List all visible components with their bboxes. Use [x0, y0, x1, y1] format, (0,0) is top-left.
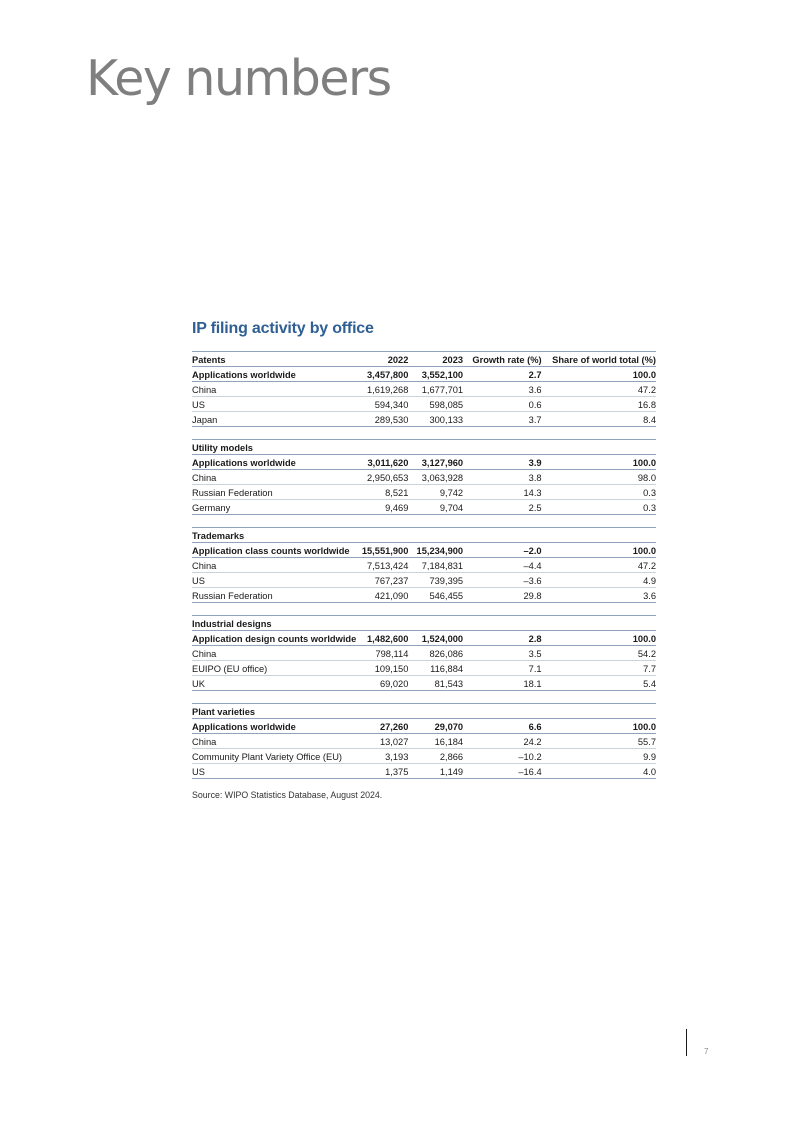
section-spacer	[192, 691, 656, 704]
cell-share: 4.9	[542, 573, 656, 588]
cell-2023: 3,552,100	[408, 367, 463, 382]
row-label: China	[192, 646, 356, 661]
cell-2022: 13,027	[356, 734, 408, 749]
cell-2022: 1,482,600	[356, 631, 408, 646]
cell-2023: 2,866	[408, 749, 463, 764]
table-row	[192, 382, 656, 397]
section-heading: Trademarks	[192, 528, 656, 543]
cell-share: 8.4	[542, 412, 656, 427]
cell-share: 100.0	[542, 543, 656, 558]
cell-2022: 2,950,653	[356, 470, 408, 485]
section-heading: Plant varieties	[192, 704, 656, 719]
cell-2022: 9,469	[356, 500, 408, 515]
row-label: Japan	[192, 412, 356, 427]
row-label: Germany	[192, 500, 356, 515]
cell-2022: 3,011,620	[356, 455, 408, 470]
cell-growth: 3.6	[463, 382, 542, 397]
table-row	[192, 588, 656, 603]
row-label: US	[192, 397, 356, 412]
table-row	[192, 661, 656, 676]
table-row-total	[192, 455, 656, 470]
cell-2022: 421,090	[356, 588, 408, 603]
cell-share: 0.3	[542, 485, 656, 500]
section-header-trademarks	[192, 528, 656, 543]
table-row	[192, 470, 656, 485]
cell-2023: 300,133	[408, 412, 463, 427]
cell-2022: 27,260	[356, 719, 408, 734]
section-heading: Utility models	[192, 440, 656, 455]
cell-share: 9.9	[542, 749, 656, 764]
table-row	[192, 676, 656, 691]
cell-2022: 594,340	[356, 397, 408, 412]
row-label: Applications worldwide	[192, 367, 356, 382]
section-heading: Patents	[192, 352, 356, 367]
cell-2023: 7,184,831	[408, 558, 463, 573]
page-number-rule	[686, 1029, 687, 1056]
cell-growth: 7.1	[463, 661, 542, 676]
cell-share: 55.7	[542, 734, 656, 749]
cell-growth: 0.6	[463, 397, 542, 412]
cell-growth: 2.8	[463, 631, 542, 646]
cell-2023: 826,086	[408, 646, 463, 661]
table-row	[192, 749, 656, 764]
row-label: Russian Federation	[192, 485, 356, 500]
section-header-plant-varieties	[192, 704, 656, 719]
row-label: China	[192, 382, 356, 397]
source-note: Source: WIPO Statistics Database, August 2024.	[192, 790, 383, 800]
table-row	[192, 734, 656, 749]
cell-growth: 3.5	[463, 646, 542, 661]
cell-2023: 1,677,701	[408, 382, 463, 397]
cell-growth: 14.3	[463, 485, 542, 500]
cell-share: 47.2	[542, 382, 656, 397]
row-label: China	[192, 734, 356, 749]
section-header-industrial-designs	[192, 616, 656, 631]
cell-2022: 3,193	[356, 749, 408, 764]
cell-growth: 2.7	[463, 367, 542, 382]
cell-growth: –10.2	[463, 749, 542, 764]
cell-2023: 598,085	[408, 397, 463, 412]
cell-share: 100.0	[542, 455, 656, 470]
cell-growth: 29.8	[463, 588, 542, 603]
column-header-2023: 2023	[408, 352, 463, 367]
row-label: US	[192, 573, 356, 588]
table-row-total	[192, 543, 656, 558]
table-row-total	[192, 631, 656, 646]
cell-2023: 3,127,960	[408, 455, 463, 470]
cell-share: 98.0	[542, 470, 656, 485]
section-spacer	[192, 427, 656, 440]
section-spacer	[192, 515, 656, 528]
cell-2022: 8,521	[356, 485, 408, 500]
cell-2023: 1,149	[408, 764, 463, 779]
cell-growth: 2.5	[463, 500, 542, 515]
cell-share: 4.0	[542, 764, 656, 779]
table-row	[192, 485, 656, 500]
cell-2022: 1,375	[356, 764, 408, 779]
cell-share: 5.4	[542, 676, 656, 691]
cell-share: 3.6	[542, 588, 656, 603]
cell-2022: 7,513,424	[356, 558, 408, 573]
cell-2023: 116,884	[408, 661, 463, 676]
cell-share: 7.7	[542, 661, 656, 676]
column-header-growth: Growth rate (%)	[463, 352, 542, 367]
cell-2023: 29,070	[408, 719, 463, 734]
cell-growth: 6.6	[463, 719, 542, 734]
row-label: Application class counts worldwide	[192, 543, 356, 558]
table-row	[192, 646, 656, 661]
cell-2023: 9,704	[408, 500, 463, 515]
row-label: Applications worldwide	[192, 719, 356, 734]
table-row-total	[192, 367, 656, 382]
cell-2023: 546,455	[408, 588, 463, 603]
cell-2023: 9,742	[408, 485, 463, 500]
table-row	[192, 764, 656, 779]
cell-share: 16.8	[542, 397, 656, 412]
cell-growth: 3.7	[463, 412, 542, 427]
column-header-share: Share of world total (%)	[542, 352, 656, 367]
column-header-2022: 2022	[356, 352, 408, 367]
row-label: Russian Federation	[192, 588, 356, 603]
table-row	[192, 558, 656, 573]
table-row-total	[192, 719, 656, 734]
row-label: China	[192, 558, 356, 573]
cell-growth: –2.0	[463, 543, 542, 558]
cell-growth: 18.1	[463, 676, 542, 691]
cell-2022: 15,551,900	[356, 543, 408, 558]
table-row	[192, 397, 656, 412]
cell-share: 54.2	[542, 646, 656, 661]
page-number: 7	[704, 1047, 709, 1056]
cell-2023: 3,063,928	[408, 470, 463, 485]
cell-growth: 3.8	[463, 470, 542, 485]
section-header-utility-models	[192, 440, 656, 455]
cell-share: 0.3	[542, 500, 656, 515]
ip-filing-table	[192, 351, 656, 779]
cell-growth: –3.6	[463, 573, 542, 588]
table-title: IP filing activity by office	[192, 320, 374, 337]
cell-2022: 798,114	[356, 646, 408, 661]
cell-growth: 3.9	[463, 455, 542, 470]
cell-growth: –4.4	[463, 558, 542, 573]
cell-share: 47.2	[542, 558, 656, 573]
cell-2022: 1,619,268	[356, 382, 408, 397]
cell-2023: 1,524,000	[408, 631, 463, 646]
row-label: Applications worldwide	[192, 455, 356, 470]
row-label: UK	[192, 676, 356, 691]
cell-2022: 69,020	[356, 676, 408, 691]
cell-2023: 739,395	[408, 573, 463, 588]
cell-2022: 3,457,800	[356, 367, 408, 382]
cell-2022: 767,237	[356, 573, 408, 588]
table-row	[192, 412, 656, 427]
row-label: China	[192, 470, 356, 485]
table-row	[192, 573, 656, 588]
cell-share: 100.0	[542, 367, 656, 382]
cell-2023: 16,184	[408, 734, 463, 749]
cell-2022: 109,150	[356, 661, 408, 676]
cell-share: 100.0	[542, 719, 656, 734]
page-title: Key numbers	[86, 50, 391, 107]
cell-growth: –16.4	[463, 764, 542, 779]
row-label: Application design counts worldwide	[192, 631, 356, 646]
row-label: EUIPO (EU office)	[192, 661, 356, 676]
cell-share: 100.0	[542, 631, 656, 646]
section-spacer	[192, 603, 656, 616]
row-label: US	[192, 764, 356, 779]
row-label: Community Plant Variety Office (EU)	[192, 749, 356, 764]
cell-2022: 289,530	[356, 412, 408, 427]
cell-growth: 24.2	[463, 734, 542, 749]
section-heading: Industrial designs	[192, 616, 656, 631]
table-row	[192, 500, 656, 515]
section-header-patents	[192, 352, 656, 367]
cell-2023: 81,543	[408, 676, 463, 691]
cell-2023: 15,234,900	[408, 543, 463, 558]
